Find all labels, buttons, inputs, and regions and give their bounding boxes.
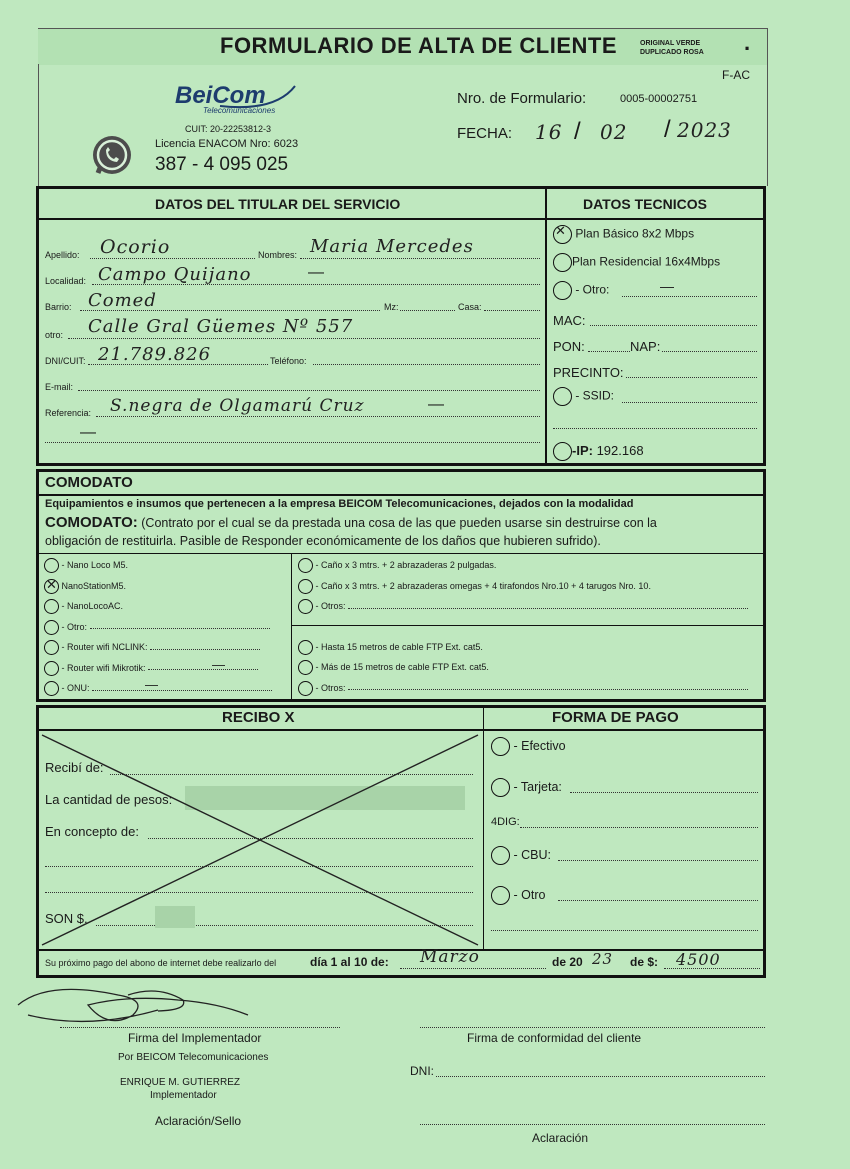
otro-field[interactable]: [68, 338, 540, 339]
plan-residential-label: Plan Residencial 16x4Mbps: [572, 254, 721, 269]
precinto-label: PRECINTO:: [553, 365, 624, 380]
technical-section-title: DATOS TECNICOS: [583, 196, 707, 212]
pay-efectivo-option[interactable]: [491, 737, 566, 756]
comodato-left-item[interactable]: [44, 661, 289, 682]
pay-tarjeta-field[interactable]: [570, 792, 758, 793]
comodato-left-item[interactable]: [44, 620, 289, 641]
ssid-field-2[interactable]: [553, 428, 757, 429]
next-payment-days: día 1 al 10 de:: [310, 955, 389, 969]
right-item-radio[interactable]: [298, 599, 313, 614]
stamp-line-3: Implementador: [150, 1090, 217, 1101]
ip-label: -IP:: [572, 442, 593, 458]
left-item-label: - NanoLocoAC.: [61, 600, 124, 611]
client-signature-line[interactable]: [420, 1027, 765, 1028]
nap-field[interactable]: [662, 351, 757, 352]
comodato-term: COMODATO:: [45, 514, 138, 531]
left-item-label: NanoStationM5.: [61, 580, 127, 591]
ssid-label: - SSID:: [575, 388, 615, 403]
ip-value: 192.168: [596, 442, 644, 458]
right-item-label: - Otros:: [315, 682, 346, 693]
left-item-radio[interactable]: [44, 661, 59, 676]
implementer-signature-label: Firma del Implementador: [128, 1031, 262, 1045]
next-payment-month: Marzo: [420, 947, 480, 967]
next-payment-prefix: Su próximo pago del abono de internet debe realizarlo del: [45, 958, 277, 968]
comodato-right-list: [298, 558, 763, 701]
comodato-left-item[interactable]: [44, 599, 289, 620]
recibi-label: Recibí de:: [45, 760, 104, 775]
dni-label: DNI/CUIT:: [45, 356, 86, 366]
form-title: FORMULARIO DE ALTA DE CLIENTE: [220, 33, 618, 58]
whatsapp-icon: [90, 133, 134, 177]
left-item-label: - Otro:: [61, 621, 88, 632]
next-payment-amount-label: de $:: [630, 955, 659, 969]
referencia-value: S.negra de Olgamarú Cruz: [110, 396, 365, 416]
localidad-dash: —: [308, 264, 324, 281]
ip-radio[interactable]: [553, 442, 572, 461]
dni-sign-field[interactable]: [436, 1076, 765, 1077]
email-label: E-mail:: [45, 382, 74, 392]
pay-tarjeta-option[interactable]: [491, 778, 562, 797]
comodato-left-item[interactable]: [44, 558, 289, 579]
form-frame: [38, 64, 39, 186]
comodato-definition-2: obligación de restituirla. Pasible de Responder económicamente de los daños que hubieren sufrido).: [45, 534, 601, 548]
otro-label: otro:: [45, 330, 64, 340]
plan-other-field[interactable]: [622, 296, 757, 297]
company-license: Licencia ENACOM Nro: 6023: [155, 138, 299, 150]
nap-label: NAP:: [630, 339, 661, 354]
comodato-right-item[interactable]: [298, 681, 763, 702]
pay-otro-field-2[interactable]: [491, 930, 758, 931]
comodato-right-item[interactable]: [298, 599, 763, 620]
implementer-signature-line[interactable]: [60, 1027, 340, 1028]
left-item-radio[interactable]: [44, 640, 59, 655]
date-month: 02: [600, 120, 628, 144]
plan-basic-option[interactable]: [553, 225, 694, 244]
logo-swoosh-icon: [215, 78, 300, 112]
form-code: F-AC: [722, 68, 750, 82]
pay-otro-radio[interactable]: [491, 886, 510, 905]
comodato-left-item[interactable]: [44, 640, 289, 661]
nombres-field[interactable]: [300, 258, 540, 259]
comodato-right-item[interactable]: [298, 660, 763, 681]
ip-option[interactable]: [553, 442, 644, 461]
left-item-radio[interactable]: [44, 681, 59, 696]
comodato-intro: Equipamientos e insumos que pertenecen a la empresa BEICOM Telecomunicaciones, dejados con la modalidad: [45, 498, 634, 510]
plan-other-radio[interactable]: [553, 281, 572, 300]
date-day: 16: [535, 120, 563, 144]
company-phone: 387 - 4 095 025: [155, 154, 289, 175]
casa-field[interactable]: [484, 310, 540, 311]
comodato-definition: [45, 514, 760, 550]
right-item-label: - Más de 15 metros de cable FTP Ext. cat5.: [315, 661, 489, 672]
comodato-right-item[interactable]: [298, 640, 763, 661]
left-item-label: - Router wifi NCLINK:: [61, 641, 148, 652]
corner-dot: .: [744, 30, 751, 55]
pon-field[interactable]: [588, 351, 630, 352]
referencia-field[interactable]: [96, 416, 540, 417]
company-logo: [175, 82, 300, 115]
comodato-left-list: [44, 558, 289, 702]
barrio-value: Comed: [88, 290, 157, 311]
referencia-dash-2: —: [80, 424, 96, 441]
otro-value: Calle Gral Güemes Nº 557: [88, 316, 354, 337]
fourdig-field[interactable]: [520, 827, 758, 828]
mikrotik-dash: —: [212, 657, 225, 672]
referencia-dash: —: [428, 396, 444, 413]
plan-residential-option[interactable]: [553, 253, 720, 272]
ssid-option[interactable]: [553, 387, 614, 406]
concepto-label: En concepto de:: [45, 824, 139, 839]
ssid-radio[interactable]: [553, 387, 572, 406]
pay-efectivo-radio[interactable]: [491, 737, 510, 756]
date-label: FECHA:: [457, 125, 513, 142]
right-item-radio[interactable]: [298, 681, 313, 696]
left-item-radio[interactable]: [44, 599, 59, 614]
payment-section-title: FORMA DE PAGO: [552, 709, 679, 726]
telefono-field[interactable]: [313, 364, 540, 365]
logo-subtitle: Telecomunicaciones: [203, 106, 276, 115]
right-item-label: - Otros:: [315, 600, 346, 611]
company-cuit: CUIT: 20-22253812-3: [185, 124, 272, 134]
left-item-radio[interactable]: [44, 620, 59, 635]
plan-basic-radio[interactable]: [553, 225, 572, 244]
next-payment-year: 23: [592, 950, 614, 968]
cantidad-label: La cantidad de pesos:: [45, 792, 173, 807]
receipt-section-title: RECIBO X: [222, 709, 295, 726]
date-sep-1: /: [574, 118, 581, 145]
copy-note-1: ORIGINAL VERDE: [640, 40, 701, 47]
apellido-label: Apellido:: [45, 250, 80, 260]
comodato-definition-1: (Contrato por el cual se da prestada una cosa de las que pueden usarse sin destruirse con la: [141, 516, 657, 530]
fourdig-label: 4DIG:: [491, 816, 520, 828]
plan-other-value: —: [660, 278, 674, 294]
son-label: SON $.: [45, 911, 88, 926]
ssid-field[interactable]: [622, 402, 757, 403]
next-payment-amount: 4500: [676, 950, 721, 969]
aclaracion-sello-label: Aclaración/Sello: [155, 1114, 242, 1128]
left-item-label: - Nano Loco M5.: [61, 559, 129, 570]
pay-efectivo-label: - Efectivo: [513, 738, 566, 753]
plan-other-label: - Otro:: [575, 282, 610, 297]
pon-label: PON:: [553, 339, 585, 354]
left-item-label: - Router wifi Mikrotik:: [61, 662, 146, 673]
date-sep-2: /: [664, 116, 671, 143]
aclaracion-field[interactable]: [420, 1124, 765, 1125]
onu-dash: —: [145, 677, 158, 692]
comodato-section-title: COMODATO: [45, 474, 133, 491]
pay-cbu-radio[interactable]: [491, 846, 510, 865]
pay-otro-label: - Otro: [513, 887, 546, 902]
barrio-label: Barrio:: [45, 302, 72, 312]
pay-otro-field[interactable]: [558, 900, 758, 901]
referencia-label: Referencia:: [45, 408, 92, 418]
apellido-field[interactable]: [90, 258, 255, 259]
right-item-radio[interactable]: [298, 579, 313, 594]
right-item-label: - Hasta 15 metros de cable FTP Ext. cat5.: [315, 641, 483, 652]
right-item-radio[interactable]: [298, 558, 313, 573]
pay-cbu-option[interactable]: [491, 846, 551, 865]
telefono-label: Teléfono:: [270, 356, 307, 366]
aclaracion-label: Aclaración: [532, 1131, 589, 1145]
localidad-value: Campo Quijano: [98, 264, 252, 285]
form-number-value: 0005-00002751: [620, 93, 698, 105]
comodato-right-item[interactable]: [298, 579, 763, 600]
pay-tarjeta-radio[interactable]: [491, 778, 510, 797]
right-item-radio[interactable]: [298, 660, 313, 675]
mz-label: Mz:: [384, 302, 399, 312]
date-year: 2023: [677, 118, 732, 142]
logo-text: BeiCom: [175, 82, 266, 109]
nombres-label: Nombres:: [258, 250, 298, 260]
left-item-radio[interactable]: [44, 579, 59, 594]
dni-value: 21.789.826: [98, 344, 212, 365]
right-item-label: - Caño x 3 mtrs. + 2 abrazaderas 2 pulgadas.: [315, 559, 497, 570]
dni-sign-label: DNI:: [410, 1064, 434, 1078]
comodato-right-item[interactable]: [298, 558, 763, 579]
stamp-line-1: Por BEICOM Telecomunicaciones: [118, 1052, 269, 1063]
nombres-value: Maria Mercedes: [310, 236, 474, 257]
form-number-label: Nro. de Formulario:: [457, 90, 587, 107]
next-payment-year-prefix: de 20: [552, 955, 583, 969]
pay-cbu-field[interactable]: [558, 860, 758, 861]
next-payment-month-field[interactable]: [400, 968, 546, 969]
mac-field[interactable]: [590, 325, 757, 326]
plan-other-option[interactable]: [553, 281, 609, 300]
comodato-left-item[interactable]: [44, 681, 289, 702]
comodato-left-item[interactable]: [44, 579, 289, 600]
receipt-cross-out: [38, 731, 483, 949]
precinto-field[interactable]: [626, 377, 757, 378]
holder-section-title: DATOS DEL TITULAR DEL SERVICIO: [155, 196, 401, 212]
pay-tarjeta-label: - Tarjeta:: [513, 779, 562, 794]
referencia-field-2[interactable]: [45, 442, 540, 443]
pay-otro-option[interactable]: [491, 886, 545, 905]
form-frame-right: [767, 28, 768, 186]
left-item-radio[interactable]: [44, 558, 59, 573]
localidad-label: Localidad:: [45, 276, 87, 286]
apellido-value: Ocorio: [100, 236, 171, 258]
mac-label: MAC:: [553, 313, 586, 328]
plan-basic-label: Plan Básico 8x2 Mbps: [575, 226, 695, 241]
mz-field[interactable]: [400, 310, 455, 311]
right-item-radio[interactable]: [298, 640, 313, 655]
email-field[interactable]: [78, 390, 540, 391]
plan-residential-radio[interactable]: [553, 253, 572, 272]
stamp-line-2: ENRIQUE M. GUTIERREZ: [120, 1077, 241, 1088]
client-signature-label: Firma de conformidad del cliente: [467, 1031, 642, 1045]
left-item-label: - ONU:: [61, 682, 90, 693]
pay-cbu-label: - CBU:: [513, 847, 551, 862]
casa-label: Casa:: [458, 302, 482, 312]
right-item-label: - Caño x 3 mtrs. + 2 abrazaderas omegas + 4 tirafondos Nro.10 + 4 tarugos Nro. 10.: [315, 580, 651, 591]
copy-note-2: DUPLICADO ROSA: [640, 49, 704, 56]
